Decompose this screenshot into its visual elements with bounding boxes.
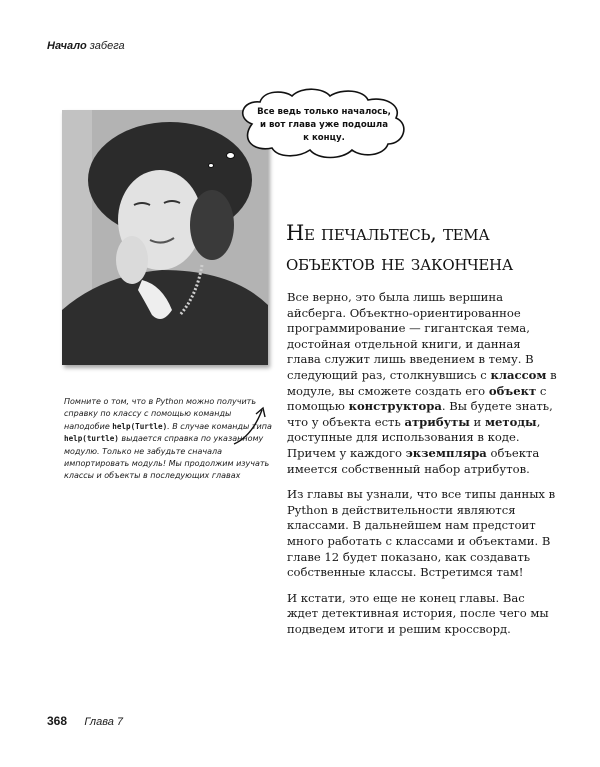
term-constructor: конструктора: [348, 399, 442, 414]
code-snippet: help(Turtle): [112, 421, 168, 431]
page-number: 368: [47, 714, 68, 728]
code-snippet: help(turtle): [64, 434, 119, 444]
note-text: . В случае команды типа: [167, 421, 272, 431]
text-run: , доступные для использования в коде. Причем у каждого: [287, 414, 541, 460]
term-object: объект: [488, 383, 537, 398]
term-attributes: атрибуты: [404, 414, 470, 429]
paragraph-3: И кстати, это еще не конец главы. Вас ждет детективная история, после чего мы подведем итоги и решим кроссворд.: [287, 590, 549, 636]
thought-dot-large: [226, 152, 235, 159]
note-text: Помните о том, что в Python можно получить справку по классу с помощью команды наподобие: [64, 397, 257, 431]
running-head: [47, 40, 125, 52]
term-instance: экземпляра: [405, 445, 487, 460]
paragraph-1: [287, 290, 557, 477]
bubble-line: Все ведь только началось,: [257, 107, 391, 117]
thought-bubble-text: [254, 106, 394, 145]
bubble-line: и вот глава уже подошла: [259, 120, 389, 130]
chapter-label: Глава 7: [84, 716, 123, 728]
heading-line-2: объектов не закончена: [286, 251, 513, 275]
text-run: объекта имеется собственный набор атрибутов.: [287, 445, 540, 476]
heading-line-1: Не печальтесь, тема: [286, 221, 490, 245]
body-text: [287, 290, 557, 647]
running-head-subtitle: забега: [86, 40, 125, 52]
page-footer: [47, 714, 123, 728]
term-class: классом: [490, 367, 547, 382]
arrow-icon: [228, 400, 278, 450]
bubble-line: к концу.: [303, 133, 345, 143]
note-text: выдается справка по указанному модулю. Только не забудьте сначала импортировать модуль! Мы продолжим изучать классы и объекты в последующих главах: [64, 434, 270, 481]
section-heading: [286, 218, 566, 278]
text-run: Все верно, это была лишь вершина айсберга. Объектно-ориентированное программирование — гигантская тема, достойная отдельной книги, и данная глава служит лишь введением в тему. В следующий раз, столкнувшись с: [287, 290, 534, 382]
running-head-section: Начало: [47, 40, 87, 52]
thought-dot-small: [208, 163, 214, 168]
text-run: в модуле, вы сможете создать его: [287, 367, 557, 398]
text-run: и: [469, 414, 485, 429]
thought-bubble: [232, 88, 412, 160]
text-run: с помощью: [287, 383, 547, 414]
text-run: . Вы будете знать, что у объекта есть: [287, 399, 553, 429]
paragraph-2: Из главы вы узнали, что все типы данных в Python в действительности являются классами. В дальнейшем нам предстоит много работать с классами и объектами. В главе 12 будет показано, как создавать собственные классы. Встретимся там!: [287, 487, 556, 580]
term-methods: методы: [484, 414, 537, 429]
